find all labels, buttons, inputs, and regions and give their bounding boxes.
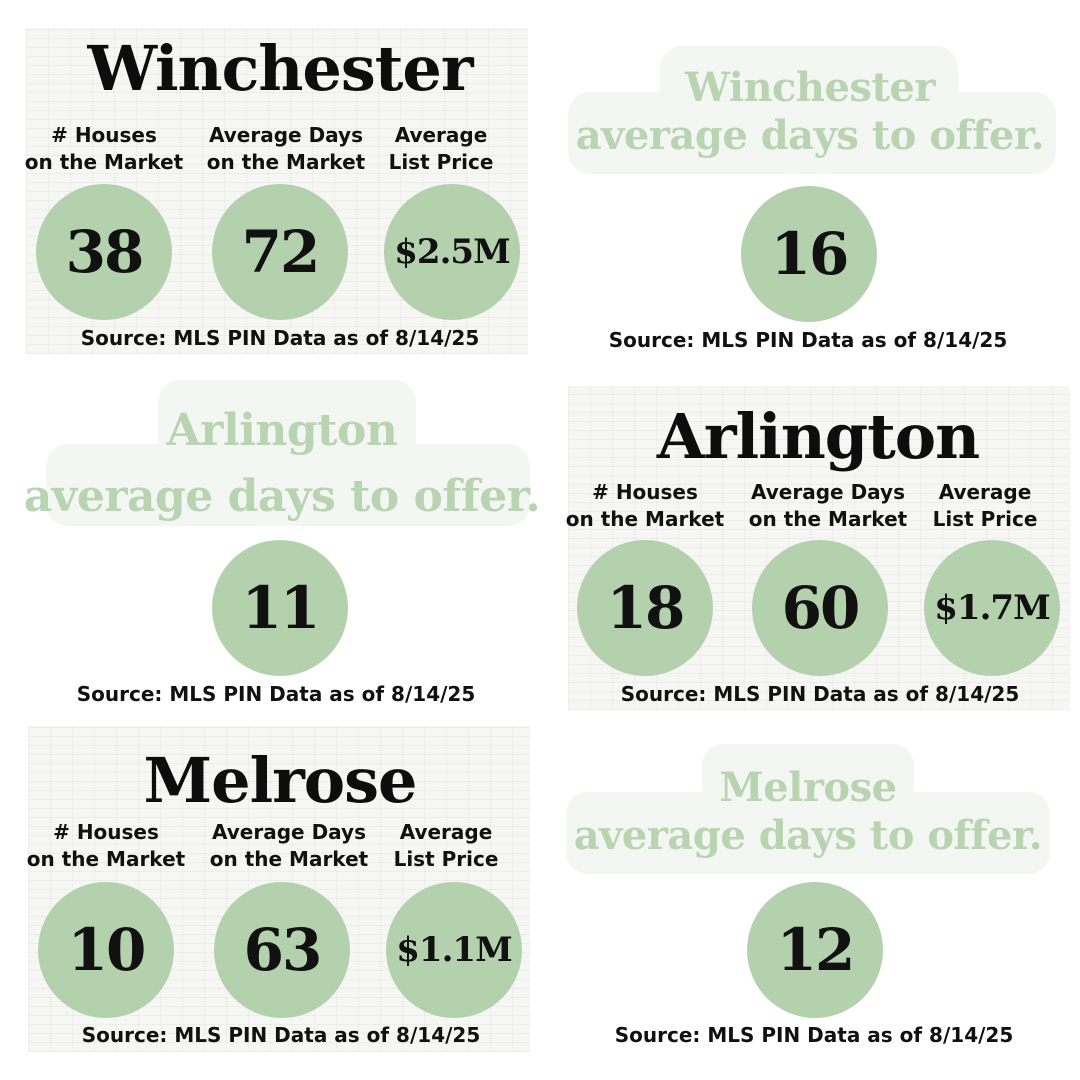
arlington-houses-header: # Houses on the Market	[565, 480, 725, 531]
arlington-offer-value: 11	[212, 540, 348, 676]
winchester-offer-heading: Winchester average days to offer.	[575, 64, 1045, 159]
arlington-source: Source: MLS PIN Data as of 8/14/25	[620, 682, 1020, 706]
winchester-title: Winchester	[87, 32, 473, 105]
winchester-price-value: $2.5M	[384, 184, 520, 320]
winchester-offer-value: 16	[741, 186, 877, 322]
arlington-price-header: Average List Price	[932, 480, 1038, 531]
arlington-offer-source: Source: MLS PIN Data as of 8/14/25	[76, 682, 476, 706]
winchester-days-header: Average Days on the Market	[206, 123, 366, 174]
winchester-houses-value: 38	[36, 184, 172, 320]
arlington-days-header: Average Days on the Market	[748, 480, 908, 531]
melrose-days-header: Average Days on the Market	[209, 820, 369, 871]
arlington-offer-heading: Arlington average days to offer.	[23, 405, 541, 522]
melrose-houses-value: 10	[38, 882, 174, 1018]
melrose-offer-heading: Melrose average days to offer.	[573, 764, 1043, 859]
melrose-price-header: Average List Price	[393, 820, 499, 871]
melrose-offer-source: Source: MLS PIN Data as of 8/14/25	[614, 1023, 1014, 1047]
arlington-title: Arlington	[656, 400, 980, 473]
winchester-offer-source: Source: MLS PIN Data as of 8/14/25	[608, 328, 1008, 352]
melrose-title: Melrose	[143, 744, 417, 817]
arlington-price-value: $1.7M	[924, 540, 1060, 676]
melrose-houses-header: # Houses on the Market	[26, 820, 186, 871]
melrose-offer-value: 12	[747, 882, 883, 1018]
melrose-source: Source: MLS PIN Data as of 8/14/25	[81, 1023, 481, 1047]
winchester-days-value: 72	[212, 184, 348, 320]
melrose-price-value: $1.1M	[386, 882, 522, 1018]
winchester-price-header: Average List Price	[388, 123, 494, 174]
winchester-source: Source: MLS PIN Data as of 8/14/25	[80, 326, 480, 350]
arlington-houses-value: 18	[577, 540, 713, 676]
winchester-houses-header: # Houses on the Market	[24, 123, 184, 174]
melrose-days-value: 63	[214, 882, 350, 1018]
arlington-days-value: 60	[752, 540, 888, 676]
